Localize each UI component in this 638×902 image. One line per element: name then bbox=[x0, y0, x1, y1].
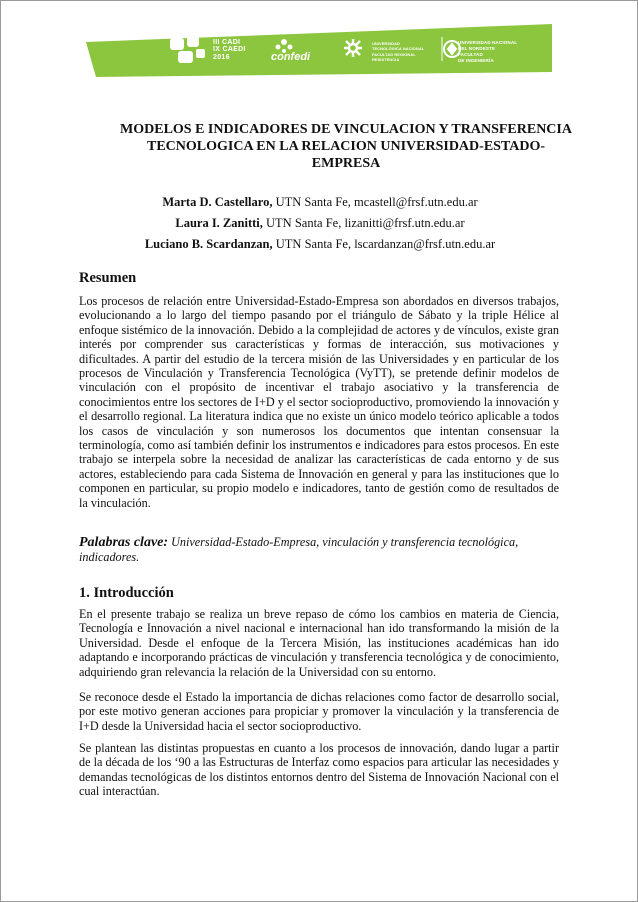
author-affiliation: UTN Santa Fe, lizanitti@frsf.utn.edu.ar bbox=[262, 216, 465, 230]
keywords bbox=[79, 535, 559, 565]
author-entry bbox=[80, 234, 560, 255]
author-affiliation: UTN Santa Fe, mcastell@frsf.utn.edu.ar bbox=[272, 195, 478, 209]
author-name: Luciano B. Scardanzan, bbox=[144, 237, 273, 251]
keywords-text: Universidad-Estado-Empresa, vinculación y transferencia tecnológica, indicadores. bbox=[79, 535, 519, 565]
utn-logo-icon bbox=[344, 39, 362, 57]
author-name: Marta D. Castellaro, bbox=[162, 195, 273, 209]
intro-paragraph: En el presente trabajo se realiza un breve repaso de cómo los cambios en materia de Ciencia, Tecnología e Innovación a nivel nacional e internacional han ido transformando la misión de la Universidad. Desde el enfoque de la Tercera Misión, las instituciones académicas han ido adaptando e incorporando prácticas de vinculación y transferencia tecnológica y de conocimiento, adquiriendo gran relevancia la relación de la Universidad con su entorno. bbox=[79, 607, 559, 679]
abstract-text: Los procesos de relación entre Universidad-Estado-Empresa son abordados en diversos trabajos, evolucionando a lo largo del tiempo pasando por el triángulo de Sábato y la triple Hélice al enfoque sistémico de la innovación. Debido a la complejidad de actores y de vínculos, existe gran interés por comprender sus características y formas de interacción, sus motivaciones y dificultades. A partir del estudio de la tercera misión de las Universidades y en particular de los procesos de Vinculación y Transferencia Tecnológica (VyTT), se pretende definir modelos de vinculación con el propósito de incentivar el trabajo asociativo y la transferencia de conocimientos entre los sectores de I+D y el sector socioproductivo, promoviendo la innovación y el desarrollo regional. La literatura indica que no existe un único modelo teórico aplicable a todos los casos de vinculación y son numerosos los documentos que intentan consensuar la terminología, como así también definir los instrumentos e indicadores para estos procesos. En este trabajo se interpela sobre la necesidad de analizar las características de cada entorno y de sus actores, estableciendo para cada Sistema de Innovación en general y para las instituciones que lo componen en particular, su propio modelo e indicadores, tanto de gestión como de resultados de la vinculación. bbox=[79, 294, 559, 510]
title-line: MODELOS E INDICADORES DE VINCULACION Y TRANSFERENCIA bbox=[120, 122, 572, 137]
author-name: Laura I. Zanitti, bbox=[175, 216, 263, 230]
author-list bbox=[80, 192, 560, 255]
confedi-logo-text: confedi bbox=[271, 51, 311, 63]
conference-banner bbox=[86, 24, 552, 77]
cadi-logo-text: III CADI IX CAEDI 2016 bbox=[213, 39, 246, 61]
intro-paragraph: Se plantean las distintas propuestas en cuanto a los procesos de innovación, dando lugar a partir de la década de los ‘90 a las Estructuras de Interfaz como espacios para articular las necesidades y demandas tecnológicas de los distintos entornos dentro del Sistema de Innovación Nacional con el cual interactúan. bbox=[79, 741, 559, 799]
intro-heading: 1. Introducción bbox=[79, 585, 174, 601]
paper-title bbox=[86, 121, 606, 172]
title-line: EMPRESA bbox=[311, 156, 381, 171]
utn-logo-text: UNIVERSIDAD TECNOLÓGICA NACIONAL FACULTAD REGIONAL RESISTENCIA bbox=[372, 41, 425, 63]
author-entry bbox=[80, 213, 560, 234]
unne-logo-text: UNIVERSIDAD NACIONAL DEL NORDESTE FACULTAD DE INGENIERÍA bbox=[458, 40, 518, 63]
title-line: TECNOLOGICA EN LA RELACION UNIVERSIDAD-ESTADO- bbox=[146, 139, 546, 154]
intro-paragraph: Se reconoce desde el Estado la importancia de dichas relaciones como factor de desarrollo social, por este motivo generan acciones para propiciar y promover la vinculación y la transferencia de I+D desde la Universidad hacia el sector socioproductivo. bbox=[79, 690, 559, 733]
author-entry bbox=[80, 192, 560, 213]
author-affiliation: UTN Santa Fe, lscardanzan@frsf.utn.edu.ar bbox=[272, 237, 496, 251]
keywords-label: Palabras clave: bbox=[79, 535, 169, 550]
abstract-heading: Resumen bbox=[79, 270, 137, 286]
